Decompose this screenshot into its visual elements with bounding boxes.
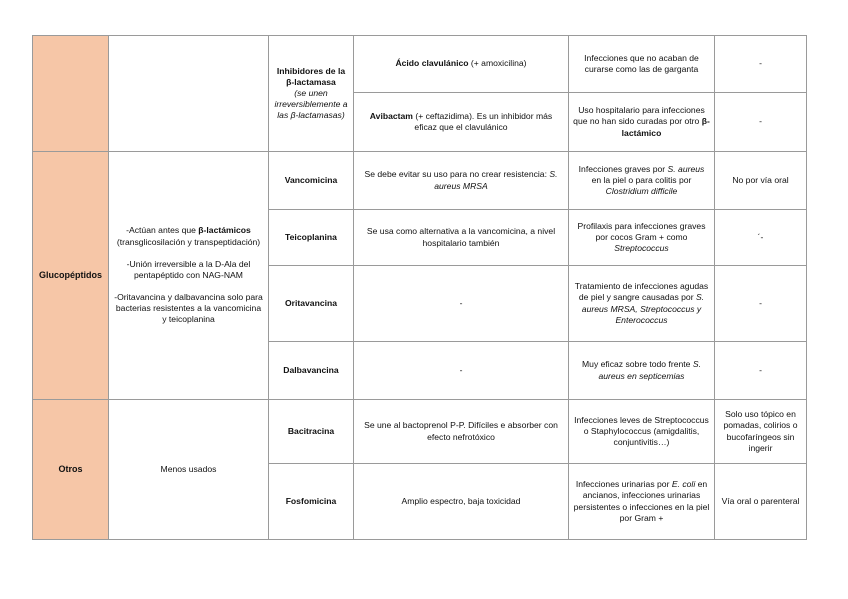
antibiotics-table bbox=[32, 35, 807, 540]
indication-cell: Infecciones que no acaban de curarse como las de garganta bbox=[569, 36, 715, 93]
indication-italic: Clostridium difficile bbox=[605, 186, 678, 197]
mechanism-text: Se debe evitar su uso para no crear resistencia: bbox=[364, 169, 550, 180]
class-note: (se unen irreversiblemente a las β-lactamasas) bbox=[274, 87, 348, 121]
indication-cell bbox=[569, 93, 715, 152]
drug-name: Fosfomicina bbox=[269, 464, 354, 540]
desc-text: -Actúan antes que bbox=[126, 225, 199, 236]
indication-text: en ancianos, infecciones urinarias persistentes o infecciones en la piel por Gram + bbox=[573, 479, 710, 523]
family-cell: Glucopéptidos bbox=[33, 152, 109, 400]
note-cell: - bbox=[715, 36, 807, 93]
drug-name: Avibactam bbox=[369, 110, 413, 121]
drug-extra: (+ ceftazidima). Es un inhibidor más eficaz que el clavulánico bbox=[412, 110, 553, 132]
desc-paragraph bbox=[113, 225, 264, 247]
family-cell-empty bbox=[33, 36, 109, 152]
mechanism-cell: - bbox=[354, 266, 569, 342]
desc-bold: β-lactámicos bbox=[198, 225, 251, 236]
family-description-empty bbox=[109, 36, 269, 152]
drug-name: Ácido clavulánico bbox=[395, 58, 469, 69]
indication-text: Infecciones graves por bbox=[578, 163, 668, 174]
indication-italic: S. aureus MRSA, Streptococcus y Enterococcus bbox=[581, 292, 705, 325]
indication-cell bbox=[569, 464, 715, 540]
family-description bbox=[109, 152, 269, 400]
table-row bbox=[33, 152, 807, 210]
indication-bold: β-lactámico bbox=[621, 116, 710, 138]
drug-name: Vancomicina bbox=[269, 152, 354, 210]
desc-paragraph: -Oritavancina y dalbavancina solo para bacterias resistentes a la vancomicina y teicoplanina bbox=[114, 292, 263, 325]
indication-italic: S. aureus bbox=[667, 163, 705, 174]
indication-text: en la piel o para colitis por bbox=[591, 174, 692, 185]
indication-cell bbox=[569, 266, 715, 342]
mechanism-cell bbox=[354, 152, 569, 210]
indication-cell bbox=[569, 210, 715, 266]
indication-italic: S. aureus en septicemias bbox=[598, 359, 701, 381]
indication-text: Uso hospitalario para infecciones que no han sido curadas por otro bbox=[573, 105, 705, 127]
note-cell: Vía oral o parenteral bbox=[715, 464, 807, 540]
note-cell: - bbox=[715, 93, 807, 152]
indication-cell bbox=[569, 152, 715, 210]
note-cell: - bbox=[715, 342, 807, 400]
drug-name: Oritavancina bbox=[269, 266, 354, 342]
mechanism-cell: - bbox=[354, 342, 569, 400]
table-row bbox=[33, 36, 807, 93]
mechanism-cell: Amplio espectro, baja toxicidad bbox=[354, 464, 569, 540]
note-cell: No por vía oral bbox=[715, 152, 807, 210]
class-cell bbox=[269, 36, 354, 152]
drug-cell bbox=[354, 93, 569, 152]
indication-text: Profilaxis para infecciones graves por cocos Gram + como bbox=[577, 220, 706, 242]
drug-name: Bacitracina bbox=[269, 400, 354, 464]
note-cell: ´- bbox=[715, 210, 807, 266]
class-name: Inhibidores de la β-lactamasa bbox=[276, 65, 346, 87]
family-cell: Otros bbox=[33, 400, 109, 540]
desc-paragraph: -Unión irreversible a la D-Ala del pentapéptido con NAG-NAM bbox=[126, 258, 251, 280]
mechanism-cell: Se usa como alternativa a la vancomicina, a nivel hospitalario también bbox=[354, 210, 569, 266]
drug-name: Dalbavancina bbox=[269, 342, 354, 400]
drug-cell bbox=[354, 36, 569, 93]
indication-cell: Infecciones leves de Streptococcus o Staphylococcus (amigdalitis, conjuntivitis…) bbox=[569, 400, 715, 464]
desc-text: (transglicosilación y transpeptidación) bbox=[116, 236, 261, 247]
indication-italic: E. coli bbox=[671, 479, 696, 490]
indication-text: Tratamiento de infecciones agudas de piel y sangre causadas por bbox=[574, 281, 709, 303]
table-row bbox=[33, 400, 807, 464]
indication-text: Infecciones urinarias por bbox=[575, 479, 672, 490]
drug-name: Teicoplanina bbox=[269, 210, 354, 266]
indication-italic: Streptococcus bbox=[614, 243, 669, 254]
note-cell: Solo uso tópico en pomadas, colirios o bucofaríngeos sin ingerir bbox=[715, 400, 807, 464]
note-cell: - bbox=[715, 266, 807, 342]
family-description: Menos usados bbox=[109, 400, 269, 540]
drug-extra: (+ amoxicilina) bbox=[468, 58, 527, 69]
mechanism-italic: S. aureus MRSA bbox=[434, 169, 558, 191]
mechanism-cell: Se une al bactoprenol P-P. Difíciles e absorber con efecto nefrotóxico bbox=[354, 400, 569, 464]
indication-text: Muy eficaz sobre todo frente bbox=[582, 359, 693, 370]
indication-cell bbox=[569, 342, 715, 400]
